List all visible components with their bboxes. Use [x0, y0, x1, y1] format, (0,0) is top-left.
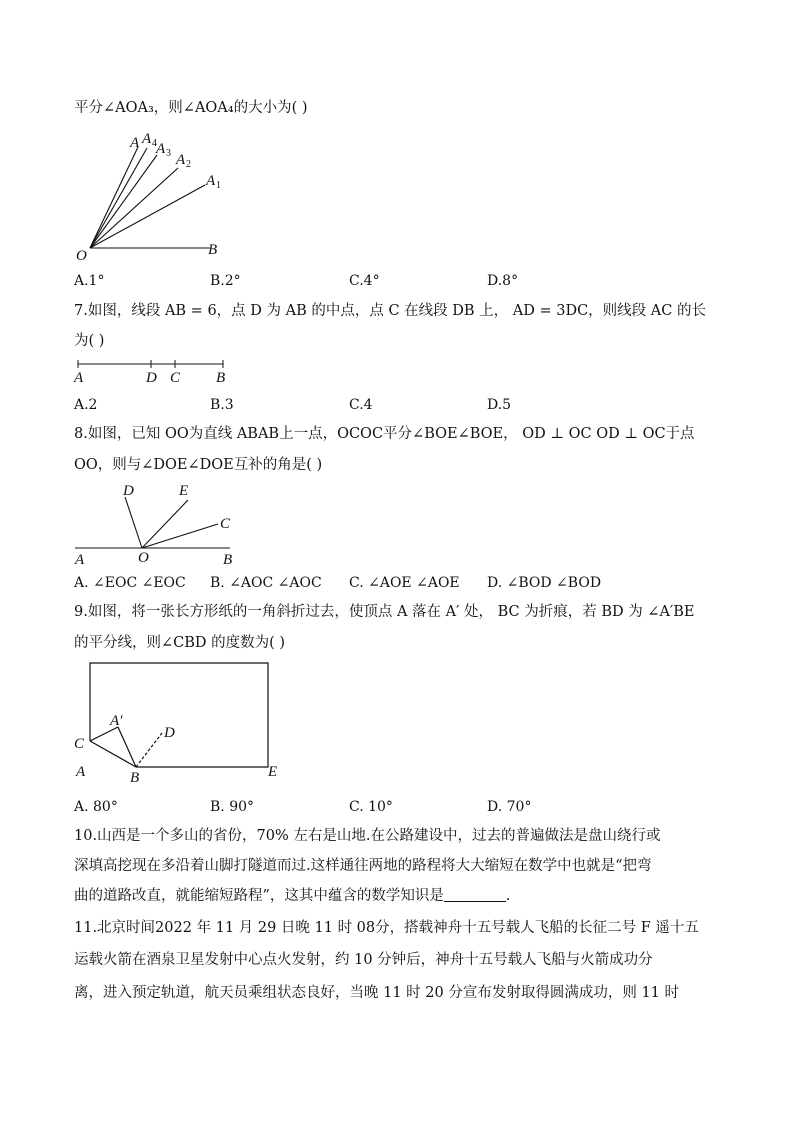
q7-option-b[interactable]: B.3 — [210, 397, 234, 413]
q10-line3-end: . — [505, 888, 511, 904]
q7-stem-line1: 7.如图，线段 AB = 6，点 D 为 AB 的中点，点 C 在线段 DB 上， AD = 3DC，则线段 AC 的长 — [74, 303, 706, 319]
q11-line2: 运载火箭在酒泉卫星发射中心点火发射，约 10 分钟后，神舟十五号载人飞船与火箭成功分 — [74, 952, 653, 968]
folded-edge-A1B — [118, 727, 136, 767]
q7-stem-line2: 为( ) — [74, 333, 105, 349]
label-A3-sub: 3 — [166, 148, 171, 159]
q10-line1: 10.山西是一个多山的省份，70% 左右是山地.在公路建设中，过去的普遍做法是盘山绕行或 — [74, 828, 661, 844]
label-A: A — [74, 370, 84, 386]
label-O: O — [76, 248, 87, 264]
ray-OD — [125, 497, 142, 548]
label-C: C — [170, 370, 181, 386]
q10-line3 — [74, 886, 511, 906]
label-B: B — [216, 370, 226, 386]
q6-option-c[interactable]: C.4° — [349, 273, 380, 289]
q6-option-d[interactable]: D.8° — [487, 273, 519, 289]
q8-option-a[interactable]: A. ∠EOC ∠EOC — [74, 575, 186, 591]
label-A1: A — [206, 173, 216, 189]
label-A4-sub: 4 — [152, 138, 157, 149]
label-D: D — [146, 370, 157, 386]
label-A3: A — [156, 141, 166, 157]
q6-stem-tail: 平分∠AOA₃，则∠AOA₄的大小为( ) — [74, 100, 308, 116]
q10-line2: 深填高挖现在多沿着山脚打隧道而过.这样通往两地的路程将大大缩短在数学中也就是“把弯 — [74, 858, 652, 874]
q6-option-a[interactable]: A.1° — [74, 273, 105, 289]
q9-option-b[interactable]: B. 90° — [210, 799, 255, 815]
label-A-prime: A′ — [110, 713, 123, 729]
label-C: C — [220, 516, 231, 532]
q9-stem-line1: 9.如图，将一张长方形纸的一角斜折过去，使顶点 A 落在 A′ 处， BC 为折痕，若 BD 为 ∠A′BE — [74, 604, 695, 620]
q9-option-c[interactable]: C. 10° — [349, 799, 393, 815]
label-A: A — [75, 552, 85, 568]
label-C: C — [74, 736, 85, 752]
label-A1-sub: 1 — [216, 180, 221, 191]
q8-stem-line2: OO，则与∠DOE∠DOE互补的角是( ) — [74, 457, 323, 473]
label-A: A — [76, 764, 86, 780]
ray-OA1 — [90, 185, 205, 248]
bisector-BD — [136, 733, 162, 767]
q7-segment-figure — [70, 356, 240, 386]
q9-option-d[interactable]: D. 70° — [487, 799, 532, 815]
ray-OA — [90, 147, 138, 248]
crease-BC — [90, 741, 136, 767]
q7-option-a[interactable]: A.2 — [74, 397, 98, 413]
label-B: B — [223, 552, 233, 568]
label-D: D — [123, 483, 134, 499]
q7-option-c[interactable]: C.4 — [349, 397, 373, 413]
ray-OA3 — [90, 155, 157, 248]
q9-folded-paper-figure — [70, 657, 290, 787]
ray-OA2 — [90, 168, 178, 248]
q10-answer-blank[interactable] — [444, 887, 506, 902]
label-B: B — [208, 242, 218, 258]
label-A2-sub: 2 — [186, 159, 191, 170]
q7-option-d[interactable]: D.5 — [487, 397, 512, 413]
q10-line3-text: 曲的道路改直，就能缩短路程”，这其中蕴含的数学知识是 — [74, 888, 444, 904]
q8-option-b[interactable]: B. ∠AOC ∠AOC — [210, 575, 322, 591]
q8-option-c[interactable]: C. ∠AOE ∠AOE — [349, 575, 460, 591]
label-E: E — [268, 764, 278, 780]
q9-stem-line2: 的平分线，则∠CBD 的度数为( ) — [74, 635, 286, 651]
label-D: D — [164, 725, 175, 741]
label-A: A — [130, 135, 140, 151]
q11-line1: 11.北京时间2022 年 11 月 29 日晚 11 时 08分，搭载神舟十五号载人飞船的长征二号 F 遥十五 — [74, 920, 699, 936]
label-A2: A — [176, 152, 186, 168]
q6-angle-figure — [70, 128, 240, 268]
q11-line3: 离，进入预定轨道，航天员乘组状态良好，当晚 11 时 20 分宣布发射取得圆满成功，则 11 时 — [74, 985, 680, 1001]
label-O: O — [138, 550, 149, 566]
q9-option-a[interactable]: A. 80° — [74, 799, 118, 815]
q8-stem-line1: 8.如图，已知 OO为直线 ABAB上一点，OCOC平分∠BOE∠BOE， OD ⊥ OC OD ⊥ OC于点 — [74, 426, 695, 442]
q6-option-b[interactable]: B.2° — [210, 273, 241, 289]
label-E: E — [179, 483, 189, 499]
label-B: B — [130, 770, 140, 786]
folded-edge-CA1 — [90, 727, 118, 741]
label-A4: A — [142, 131, 152, 147]
q8-option-d[interactable]: D. ∠BOD ∠BOD — [487, 575, 602, 591]
q8-angle-figure — [70, 480, 245, 570]
